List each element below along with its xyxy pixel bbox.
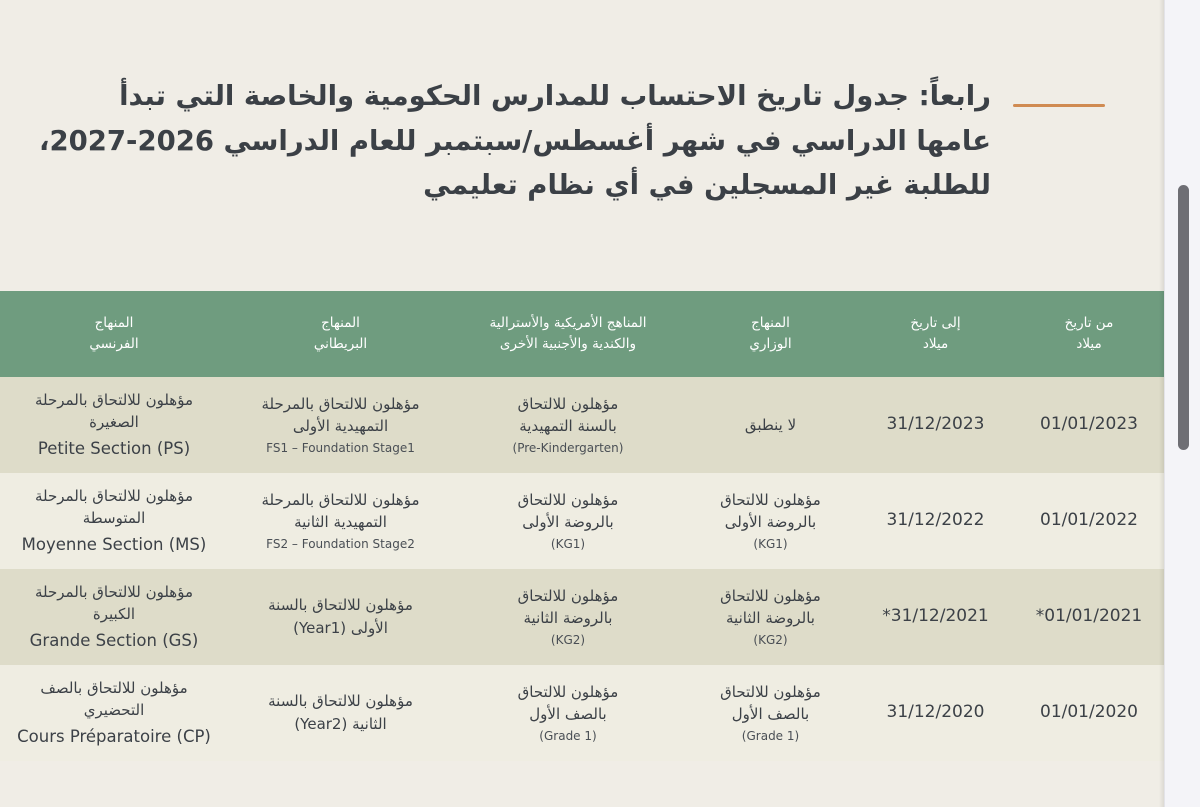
cell-international-curriculum: [453, 385, 683, 466]
page-title-line-2: عامها الدراسي في شهر أغسطس/سبتمبر للعام الدراسي 2026-2027،: [39, 124, 991, 157]
cell-french-curriculum: [0, 381, 228, 470]
cell-latin-note: Petite Section (PS): [37, 439, 191, 459]
cell-text-line-1: مؤهلون للالتحاق: [517, 490, 619, 509]
table-row: [0, 665, 1165, 761]
cell-birth-date-from: 01/01/2023: [1040, 414, 1138, 435]
column-header-line-1: المنهاج: [321, 314, 360, 331]
cell-text-line-1: مؤهلون للالتحاق بالمرحلة: [34, 390, 193, 409]
cell-latin-note: FS2 – Foundation Stage2: [266, 537, 415, 552]
cell-text-line-1: مؤهلون للالتحاق بالصف: [40, 678, 188, 697]
cell-latin-note: (KG1): [753, 537, 788, 552]
cell-text-line-1: مؤهلون للالتحاق: [517, 682, 619, 701]
cell-text-line-1: لا ينطبق: [744, 415, 797, 434]
cell-french-curriculum: [0, 669, 228, 758]
column-header-french-curriculum: [0, 313, 228, 356]
accent-dash-icon: [1013, 104, 1105, 107]
cell-text-line-1: مؤهلون للالتحاق: [720, 682, 821, 701]
column-header-line-2: والكندية والأجنبية الأخرى: [499, 336, 637, 352]
cell-ministry-curriculum: [683, 481, 858, 562]
cell-ministry-curriculum: [683, 577, 858, 658]
cell-birth-date-from: 01/01/2020: [1040, 702, 1138, 723]
cell-latin-note: (KG2): [550, 633, 586, 648]
cell-international-curriculum: [453, 577, 683, 658]
cell-text-line-2: بالروضة الثانية: [726, 609, 815, 628]
cell-text-line-1: مؤهلون للالتحاق: [720, 490, 821, 509]
cell-international-curriculum: [453, 673, 683, 754]
table-row: [0, 473, 1165, 569]
cell-text-line-2: بالروضة الثانية: [523, 609, 613, 628]
cell-text-line-1: مؤهلون للالتحاق: [517, 394, 619, 413]
cell-birth-date-from: *01/01/2021: [1035, 606, 1143, 627]
cell-birth-date-from: 01/01/2022: [1040, 510, 1138, 531]
cell-text-line-2: الأولى (Year1): [293, 619, 388, 637]
cell-text-line-1: مؤهلون للالتحاق بالسنة: [268, 596, 413, 615]
cell-text-line-2: المتوسطة: [82, 509, 146, 528]
cell-text-line-1: مؤهلون للالتحاق بالمرحلة: [261, 394, 420, 413]
cell-text-line-1: مؤهلون للالتحاق بالمرحلة: [34, 486, 193, 505]
page-bottom-margin: [0, 775, 1165, 807]
cell-text-line-1: مؤهلون للالتحاق بالمرحلة: [261, 490, 420, 509]
vertical-scrollbar-thumb[interactable]: [1178, 185, 1189, 450]
cell-french-curriculum: [0, 477, 228, 566]
cell-birth-date-to: 31/12/2023: [886, 414, 985, 435]
cell-latin-note: (KG1): [550, 537, 586, 552]
cell-text-line-2: الثانية (Year2): [294, 715, 387, 733]
column-header-line-2: ميلاد: [922, 336, 949, 352]
table-header-row: [0, 291, 1165, 377]
cell-latin-note: (Grade 1): [539, 729, 597, 744]
cell-british-curriculum: [228, 481, 453, 562]
cell-french-curriculum: [0, 573, 228, 662]
page-title-line-1: رابعاً: جدول تاريخ الاحتساب للمدارس الحكومية والخاصة التي تبدأ: [119, 80, 991, 112]
cell-text-line-2: التحضيري: [83, 701, 145, 720]
table-row: [0, 377, 1165, 473]
column-header-line-1: المنهاج: [751, 314, 790, 331]
cell-text-line-2: الكبيرة: [92, 605, 136, 624]
cell-british-curriculum: [228, 682, 453, 744]
column-header-line-1: من تاريخ: [1064, 314, 1114, 331]
cell-ministry-curriculum: [683, 406, 858, 445]
vertical-scrollbar[interactable]: [1164, 0, 1200, 807]
cell-latin-note: Moyenne Section (MS): [21, 535, 207, 555]
cell-ministry-curriculum: [683, 673, 858, 754]
cell-latin-note: (Pre-Kindergarten): [512, 441, 624, 456]
column-header-birth-date-from: [1013, 313, 1165, 356]
column-header-international-curriculum: [453, 313, 683, 356]
cell-latin-note: FS1 – Foundation Stage1: [266, 441, 415, 456]
cell-text-line-2: بالصف الأول: [529, 705, 607, 724]
cell-text-line-2: بالروضة الأولى: [724, 513, 817, 532]
column-header-line-1: المنهاج: [94, 314, 134, 331]
cell-text-line-2: بالروضة الأولى: [522, 513, 614, 532]
cell-text-line-2: الصغيرة: [89, 413, 139, 432]
column-header-line-2: الفرنسي: [89, 336, 139, 352]
title-block: [25, 74, 1105, 208]
page-title: [25, 74, 991, 208]
column-header-british-curriculum: [228, 313, 453, 356]
cell-birth-date-to: 31/12/2020: [886, 702, 985, 723]
cell-text-line-2: بالصف الأول: [731, 705, 810, 724]
table-row: [0, 569, 1165, 665]
cell-text-line-1: مؤهلون للالتحاق بالمرحلة: [34, 582, 193, 601]
cell-text-line-2: بالسنة التمهيدية: [519, 417, 617, 436]
cell-text-line-1: مؤهلون للالتحاق: [720, 586, 821, 605]
cell-birth-date-to: 31/12/2022: [886, 510, 985, 531]
column-header-line-2: ميلاد: [1076, 336, 1102, 352]
cell-british-curriculum: [228, 586, 453, 648]
eligibility-table: [0, 291, 1165, 761]
page-title-line-3: للطلبة غير المسجلين في أي نظام تعليمي: [423, 169, 991, 202]
column-header-line-2: الوزاري: [749, 336, 792, 352]
cell-text-line-2: التمهيدية الأولى: [292, 417, 389, 436]
column-header-ministry-curriculum: [683, 313, 858, 356]
cell-latin-note: (Grade 1): [741, 729, 800, 744]
column-header-line-2: البريطاني: [313, 336, 368, 352]
cell-text-line-1: مؤهلون للالتحاق: [517, 586, 619, 605]
cell-latin-note: Grande Section (GS): [29, 631, 199, 651]
cell-british-curriculum: [228, 385, 453, 466]
cell-text-line-2: التمهيدية الثانية: [294, 513, 387, 532]
column-header-line-1: إلى تاريخ: [910, 314, 961, 331]
column-header-birth-date-to: [858, 313, 1013, 356]
cell-latin-note: (KG2): [753, 633, 788, 648]
cell-birth-date-to: *31/12/2021: [882, 606, 989, 627]
cell-latin-note: Cours Préparatoire (CP): [17, 727, 211, 747]
cell-text-line-1: مؤهلون للالتحاق بالسنة: [268, 692, 413, 711]
column-header-line-1: المناهج الأمريكية والأسترالية: [489, 314, 647, 331]
cell-international-curriculum: [453, 481, 683, 562]
